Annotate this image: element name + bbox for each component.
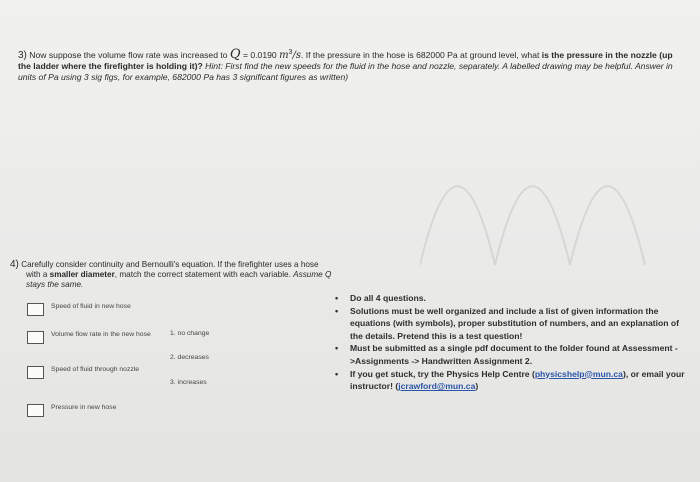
question-4-line-2 xyxy=(10,270,410,280)
match-option: 1. no change xyxy=(170,330,210,337)
line-2-end: , match the correct statement with each variable. xyxy=(114,270,294,279)
line-2-start: with a xyxy=(26,270,50,279)
match-item xyxy=(27,303,146,316)
note-item: • Do all 4 questions. xyxy=(333,292,693,305)
match-item-label: Volume flow rate in the new hose xyxy=(51,331,151,338)
instructor-email-link[interactable]: jcrawford@mun.ca xyxy=(398,381,476,392)
unit-m: m xyxy=(279,49,289,61)
answer-box[interactable] xyxy=(27,331,44,344)
answer-box[interactable] xyxy=(27,404,44,417)
flow-rate-value: = 0.0190 xyxy=(240,49,280,60)
assignment-notes xyxy=(333,292,693,393)
match-item-label: Speed of fluid through nozzle xyxy=(51,366,140,373)
answer-box[interactable] xyxy=(27,303,44,316)
question-3-text-start: Now suppose the volume flow rate was increased to xyxy=(29,49,230,60)
question-4 xyxy=(10,260,410,290)
question-4-line-1: Carefully consider continuity and Bernoulli's equation. If the firefighter uses a hose xyxy=(21,260,319,269)
match-item xyxy=(27,404,146,417)
match-item xyxy=(27,331,151,344)
note-item xyxy=(333,368,693,393)
question-4-number: 4) xyxy=(10,259,19,270)
question-3 xyxy=(18,47,686,83)
question-3-hint: Hint: First find the new speeds for the fluid in the hose and nozzle, separately. A labelled drawing may be helpful. Answer in units of Pa using 3 sig figs, for example, 682000 Pa has 3 significant figures as written) xyxy=(18,60,673,82)
physics-help-email-link[interactable]: physicshelp@mun.ca xyxy=(534,368,623,379)
note-help-start: If you get stuck, try the Physics Help Centre ( xyxy=(350,368,535,379)
note-help-middle: ), or email your instructor! ( xyxy=(350,368,685,392)
line-2-hint: Assume Q xyxy=(293,270,332,279)
flow-rate-symbol: Q xyxy=(229,46,241,62)
question-3-text-pressure: . If the pressure in the hose is 682000 Pa at ground level, what xyxy=(300,49,540,60)
note-item: • Must be submitted as a single pdf document to the folder found at Assessment ->Assignments -> Handwritten Assignment 2. xyxy=(333,342,693,367)
note-help-end: ) xyxy=(475,381,479,392)
match-option: 2. decreases xyxy=(170,354,209,361)
question-3-bold-question: is the pressure in the nozzle (up the ladder where the firefighter is holding it)? xyxy=(18,49,673,71)
match-item-label: Pressure in new hose xyxy=(51,404,117,411)
answer-box[interactable] xyxy=(27,366,44,379)
question-3-number: 3) xyxy=(18,49,27,61)
question-4-line-3: stays the same. xyxy=(26,280,84,289)
note-item: • Solutions must be well organized and include a list of given information the equations (with symbols), proper substitution of numbers, and an explanation of the details. Pretend this is a test question! xyxy=(333,305,693,343)
line-2-bold: smaller diameter xyxy=(49,270,115,279)
match-item-label: Speed of fluid in new hose xyxy=(51,303,131,310)
match-option: 3. increases xyxy=(170,379,207,386)
bleed-through-graph xyxy=(420,140,670,270)
match-item xyxy=(27,366,143,379)
unit-per-second: /s xyxy=(292,49,301,61)
unit-exponent: 3 xyxy=(288,49,293,56)
